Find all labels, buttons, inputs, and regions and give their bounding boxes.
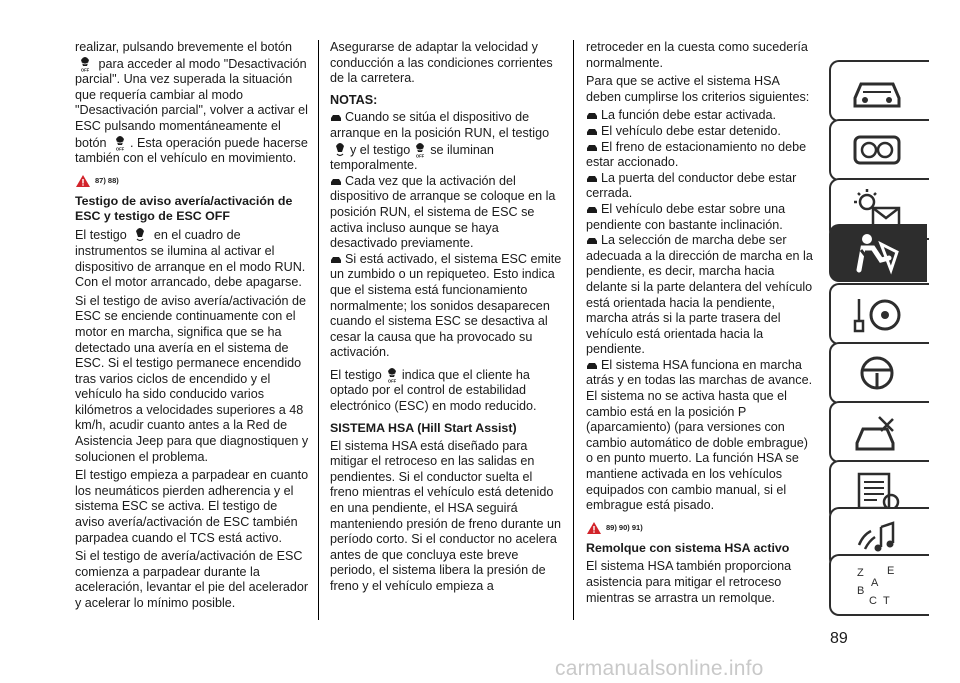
paragraph: Si el testigo de avería/activación de ESC comienza a parpadear durante la aceleración, levantar el pie del acelerador y acelerar lo mínimo posible. (75, 549, 309, 610)
paragraph: El sistema HSA también proporciona asistencia para mitigar el retroceso mientras se arrastra un remolque. (586, 559, 792, 605)
esc-warning-icon (133, 227, 147, 243)
list-item: El freno de estacionamiento no debe estar accionado. (586, 139, 807, 170)
page-number: 89 (830, 630, 848, 647)
esc-off-icon (385, 367, 399, 383)
car-dashboard-icon (849, 68, 905, 114)
paragraph (75, 227, 310, 290)
text: para acceder al modo "Desactivación parcial". Una vez superada la situación que requería cambiar al modo "Desactivación parcial", volver a activar el ESC pulsando momentáneamente el (75, 56, 308, 133)
car-bullet-icon (586, 175, 598, 183)
list-item: La selección de marcha debe ser adecuada a la dirección de marcha en la pendiente, es decir, marcha hacia delante si la parte delantera del vehículo está orientada hacia la pendiente, marcha atrás si la parte trasera del vehículo está orientada hacia la pendiente. (586, 233, 813, 357)
car-bullet-icon (586, 237, 598, 245)
chapter-tab-dashboard[interactable] (829, 60, 929, 122)
section-heading: Testigo de aviso avería/activación de ESC y testigo de ESC OFF (75, 194, 293, 224)
text: El testigo (75, 228, 127, 243)
watermark: carmanualsonline.info (555, 657, 764, 680)
maintenance-car-icon (849, 409, 905, 455)
section-heading: Remolque con sistema HSA activo (586, 541, 790, 556)
text: . Esta operación puede hacerse también con el vehículo en movimiento. (75, 135, 308, 166)
car-bullet-icon (586, 112, 598, 120)
paragraph: Asegurarse de adaptar la velocidad y conducción a las condiciones corrientes de la carretera. (330, 40, 553, 86)
warning-triangle-icon (75, 174, 91, 188)
text-column-1 (75, 40, 310, 615)
paragraph: El sistema HSA está diseñado para mitigar el retroceso en las salidas en pendientes. Si el conductor suelta el freno mientras el vehículo está detenido en una pendiente, el HSA seguirá manteniendo presión de freno durante un período corto. Si el conductor no acelera antes de que concluya este breve periodo, el sistema libera la presión de freno y el vehículo empieza a (330, 438, 562, 593)
reference-numbers: 89) 90) 91) (606, 522, 643, 532)
car-bullet-icon (586, 362, 598, 370)
reference-numbers: 87) 88) (95, 175, 119, 185)
paragraph: Para que se active el sistema HSA deben cumplirse los criterios siguientes: (586, 74, 810, 104)
car-bullet-icon (586, 206, 598, 214)
esc-off-icon (413, 142, 427, 158)
text: Cuando se sitúa el dispositivo de arranque en la posición RUN, el testigo (330, 110, 550, 140)
text: El testigo (330, 367, 382, 382)
notes-label: NOTAS: (330, 92, 378, 107)
text: botón (75, 135, 107, 150)
emergency-steering-icon (849, 350, 905, 396)
text: en el cuadro de instrumentos se ilumina al activar el dispositivo de arranque en el modo RUN. Con el motor arrancado, debe apagarse. (75, 228, 306, 290)
list-item: El vehículo debe estar sobre una pendiente con bastante inclinación. (586, 201, 786, 232)
text: y el testigo (350, 142, 411, 157)
note-item (330, 110, 562, 173)
index-letter: E (887, 565, 895, 577)
car-bullet-icon (330, 114, 342, 122)
chapter-tab-instruments[interactable] (829, 119, 929, 181)
esc-off-button-icon (78, 56, 92, 72)
car-bullet-icon (330, 178, 342, 186)
text-column-3 (586, 40, 816, 609)
safety-seatbelt-icon (847, 230, 903, 276)
paragraph (330, 367, 562, 415)
car-bullet-icon (330, 256, 342, 264)
list-item: La función debe estar activada. (586, 108, 816, 124)
list-item: El sistema HSA funciona en marcha atrás y en todas las marchas de avance. El sistema no se activa hasta que el cambio está en la posición P (aparcamiento) (para versiones con cambio automático de doble embrague) o en punto muerto. La función HSA se mantiene activada en los vehículos equipados con cambio manual, si el embrague está pisado. (586, 357, 813, 513)
index-letter: C (869, 595, 877, 607)
column-divider (573, 40, 574, 620)
criteria-list (586, 108, 816, 513)
text: indica que el cliente ha optado por el control de estabilidad electrónico (ESC) en modo reducido. (330, 367, 537, 414)
list-item: La puerta del conductor debe estar cerrada. (586, 170, 797, 201)
index-letters-icon (849, 562, 905, 608)
instrument-panel-icon (849, 127, 905, 173)
index-letter: Z (857, 567, 864, 579)
starting-driving-icon (849, 291, 905, 337)
paragraph: Si el testigo de aviso avería/activación de ESC se enciende continuamente con el motor en marcha, significa que se ha detectado una avería en el sistema de ESC. Si el testigo permanece encendido tras varios ciclos de encendido y el vehículo ha sido conducido varios kilómetros a velocidades superiores a 48 km/h, acudir cuanto antes a la Red de Asistencia Jeep para que diagnostiquen y solucionen el problema. (75, 293, 309, 464)
chapter-tab-index[interactable] (829, 554, 929, 616)
paragraph (75, 40, 310, 167)
text: Cada vez que la activación del dispositivo de arranque se coloque en la posición RUN, el sistema de ESC se activa incluso aunque se haya desactivado previamente. (330, 173, 556, 251)
warning-reference (75, 173, 310, 189)
warning-triangle-icon (586, 521, 602, 535)
text: Si está activado, el sistema ESC emite un zumbido o un repiqueteo. Esto indica que el sistema está funcionamiento normalmente; los sonidos desaparecen cuando el sistema ESC se desactiva al cesar la causa que ha provocado su activación. (330, 251, 562, 360)
column-divider (318, 40, 319, 620)
index-letter: B (857, 585, 865, 597)
esc-warning-icon (333, 142, 347, 158)
text: realizar, pulsando brevemente el botón (75, 40, 293, 54)
section-heading: SISTEMA HSA (Hill Start Assist) (330, 420, 517, 435)
text-column-2 (330, 40, 562, 598)
paragraph: El testigo empieza a parpadear en cuanto los neumáticos pierden adherencia y el sistema ESC se activa. El testigo de aviso avería/activación de ESC también parpadea cuando el TCS está activo. (75, 468, 309, 545)
chapter-tab-safety[interactable] (829, 224, 927, 282)
index-letter: A (871, 577, 879, 589)
note-item (330, 174, 562, 252)
car-bullet-icon (586, 128, 598, 136)
text: se iluminan temporalmente. (330, 142, 494, 173)
note-item (330, 252, 562, 361)
esc-off-button-icon (113, 135, 127, 151)
list-item: El vehículo debe estar detenido. (586, 124, 816, 140)
warning-reference (586, 520, 816, 536)
chapter-tab-starting[interactable] (829, 283, 929, 345)
paragraph: retroceder en la cuesta como sucedería normalmente. (586, 40, 808, 70)
chapter-tab-emergency[interactable] (829, 342, 929, 404)
index-letter: T (883, 595, 890, 607)
chapter-tab-maintenance[interactable] (829, 401, 929, 463)
car-bullet-icon (586, 144, 598, 152)
